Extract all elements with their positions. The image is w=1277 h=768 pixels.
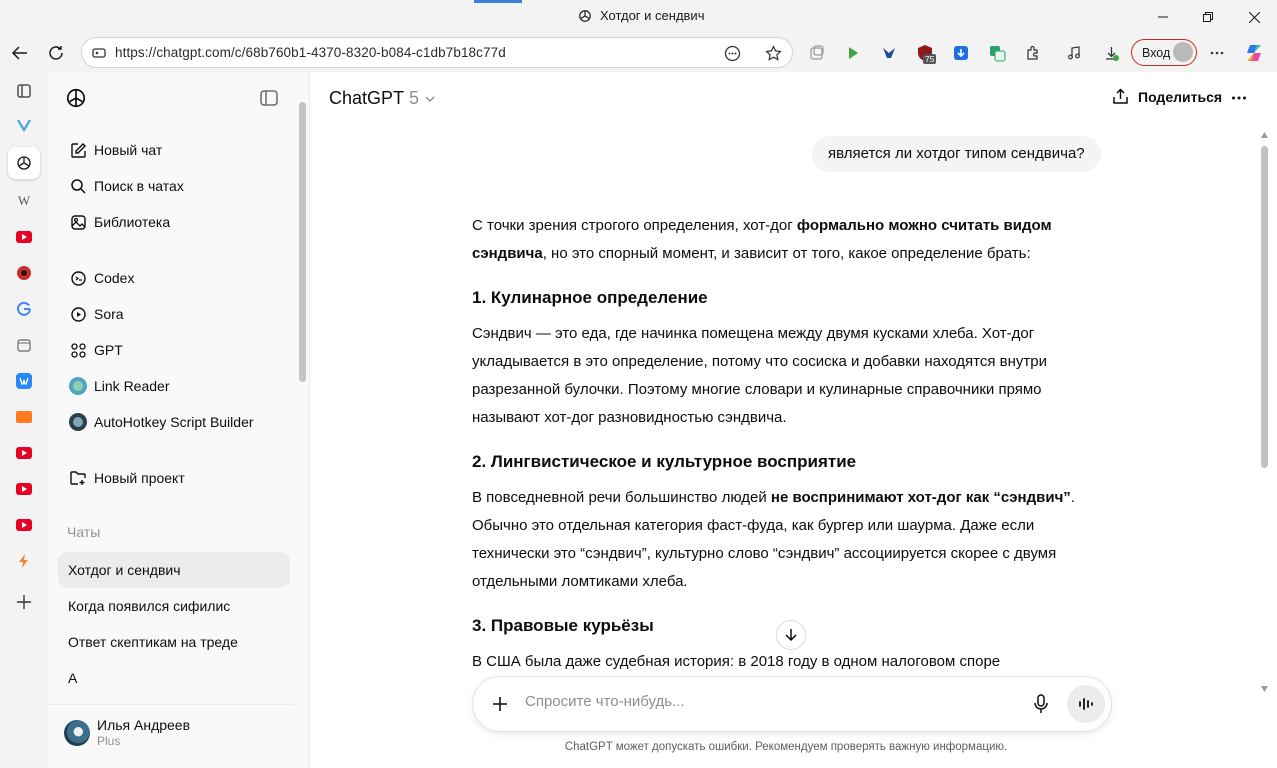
download-extension[interactable] [949, 41, 973, 65]
sidebar-item-label: Link Reader [94, 378, 170, 394]
answer-paragraph: В США была даже судебная история: в 2018 году в одном налоговом споре [472, 653, 1001, 670]
play-extension[interactable] [841, 41, 865, 65]
answer-text: , но это спорный момент, и зависит от того, какое определение брать: [542, 245, 1031, 262]
chat-sidebar [48, 72, 310, 768]
url-text[interactable]: https://chatgpt.com/c/68b760b1-4370-8320-b084-c1db7b18c77d [115, 45, 506, 60]
more-horizontal-icon [1209, 45, 1225, 61]
translate-icon [989, 45, 1006, 62]
play-green-icon [845, 45, 861, 61]
sidebar-app-link-reader[interactable] [58, 368, 290, 404]
model-version: 5 [409, 88, 420, 108]
prompt-input[interactable] [525, 693, 965, 710]
arrow-down-icon [784, 628, 798, 642]
library-icon [68, 212, 88, 232]
youtube-icon [16, 519, 32, 531]
plus-icon [16, 594, 32, 610]
puzzle-icon [1025, 45, 1041, 61]
downloads-button[interactable] [1099, 41, 1123, 65]
waveform-icon [1077, 696, 1095, 712]
more-dots-circle-icon[interactable] [724, 45, 741, 62]
heart-blue-icon [16, 117, 32, 133]
side-app-lightning[interactable] [12, 549, 36, 573]
answer-text: С точки зрения строгого определения, хот-дог [472, 217, 797, 234]
user-profile-button[interactable] [64, 716, 190, 749]
avatar [64, 720, 90, 746]
add-side-app-button[interactable] [12, 590, 36, 614]
login-label: Вход [1142, 45, 1171, 60]
model-selector[interactable] [329, 88, 436, 109]
sidebar-item-label: GPT [94, 342, 123, 358]
chatgpt-icon [16, 155, 32, 171]
minimize-button[interactable] [1140, 0, 1186, 34]
window-titlebar [0, 0, 1277, 34]
browser-toolbar [0, 34, 1277, 72]
side-app-soundcloud[interactable] [12, 405, 36, 429]
sidebar-item-label: Поиск в чатах [94, 178, 184, 194]
minimize-icon [1158, 12, 1168, 22]
answer-bold-text: формально можно считать видом сэндвича [472, 217, 1052, 262]
media-button[interactable] [1062, 41, 1086, 65]
sidebar-app-gpt[interactable] [58, 332, 290, 368]
search-icon [68, 176, 88, 196]
tab-actions-icon [16, 83, 32, 99]
answer-paragraph: Сэндвич — это еда, где начинка помещена между двумя кусками хлеба. Хот-дог укладывается в это определение, потому что сосиска и добавки находятся внутри разрезанной булочки. Поэтому многие словари и кулинарные справочники прямо называют хот-дог разновидностью сэндвича. [472, 325, 1047, 426]
bird-extension[interactable] [877, 41, 901, 65]
user-message-bubble: является ли хотдог типом сендвича? [812, 136, 1101, 172]
side-app-youtube-4[interactable] [12, 513, 36, 537]
sidebar-divider [48, 704, 295, 705]
section-heading: 2. Лингвистическое и культурное восприятие [472, 452, 857, 471]
sora-icon [68, 304, 88, 324]
codex-icon [68, 268, 88, 288]
close-icon [1249, 12, 1260, 23]
red-circle-app-icon [16, 265, 32, 281]
sidebar-app-autohotkey[interactable] [58, 404, 290, 440]
scroll-up-arrow-icon[interactable] [1261, 132, 1268, 138]
chat-item-label: Ответ скептикам на треде [68, 634, 238, 650]
more-horizontal-icon [1231, 90, 1247, 106]
profile-avatar-icon [1173, 42, 1193, 62]
section-heading: 1. Кулинарное определение [472, 288, 708, 307]
attach-button[interactable] [489, 693, 511, 715]
chat-item[interactable] [58, 588, 290, 624]
sidebar-app-codex[interactable] [58, 260, 290, 296]
answer-bold-text: не воспринимают хот-дог как “сэндвич” [770, 489, 1071, 506]
restore-button[interactable] [1185, 0, 1231, 34]
address-bar[interactable] [81, 37, 793, 68]
new-folder-icon [68, 468, 88, 488]
chat-item-label: Хотдог и сендвич [68, 562, 181, 578]
copilot-button[interactable] [1242, 41, 1266, 65]
sidebar-new-chat[interactable] [58, 132, 290, 168]
side-app-chatgpt[interactable] [8, 147, 40, 179]
user-name: Илья Андреев [97, 717, 191, 733]
sidebar-new-project[interactable] [58, 460, 290, 496]
side-app-calendar[interactable] [12, 333, 36, 357]
conversation-options-button[interactable] [1231, 90, 1247, 106]
chat-item-active[interactable] [58, 552, 290, 588]
answer-text: . Обычно это отдельная категория фаст-фуда, как бургер или шаурма. Даже если технически это “сэндвич”, культурно слово “сэндвич” ассоциируется скорее с двумя отдельными ломтиками хлеба. [472, 489, 1075, 590]
sidebar-scrollbar[interactable] [299, 102, 306, 382]
favorite-star-icon[interactable] [765, 45, 782, 62]
share-icon [1112, 88, 1129, 105]
extensions-button[interactable] [1021, 41, 1045, 65]
share-button[interactable] [1112, 88, 1222, 105]
close-window-button[interactable] [1231, 0, 1277, 34]
side-app-youtube-2[interactable] [12, 441, 36, 465]
shield-extension[interactable] [913, 41, 937, 65]
sidebar-item-label: Библиотека [94, 214, 171, 230]
model-name: ChatGPT [329, 88, 405, 108]
chat-item[interactable] [58, 624, 290, 660]
back-button[interactable] [5, 38, 35, 68]
translate-extension[interactable] [985, 41, 1009, 65]
section-heading: 3. Правовые курьёзы [472, 616, 654, 635]
window-title-group [578, 8, 704, 23]
scroll-down-arrow-icon[interactable] [1261, 686, 1268, 692]
side-app-vk[interactable] [12, 369, 36, 393]
calendar-icon [16, 337, 32, 353]
chatgpt-favicon-icon [578, 9, 592, 23]
scroll-to-bottom-button[interactable] [776, 620, 806, 650]
reload-button[interactable] [41, 38, 71, 68]
arrow-left-icon [11, 44, 29, 62]
window-title: Хотдог и сендвич [600, 8, 705, 23]
browser-side-panel [0, 72, 48, 768]
tab-actions-button[interactable] [12, 79, 36, 103]
answer-text: В повседневной речи большинство людей [472, 489, 771, 506]
sidebar-item-label: Новый проект [94, 470, 185, 486]
plus-icon [489, 693, 511, 715]
site-info-icon[interactable] [92, 46, 106, 60]
chevron-down-icon [424, 93, 436, 105]
collections-extension[interactable] [805, 41, 829, 65]
wikipedia-icon: W [17, 193, 31, 208]
sidebar-library[interactable] [58, 204, 290, 240]
page-content [48, 72, 1277, 768]
user-plan: Plus [97, 734, 121, 748]
login-button[interactable] [1131, 39, 1197, 66]
collections-icon [809, 45, 825, 61]
sidebar-item-label: Sora [94, 306, 124, 322]
chat-item-label: Когда появился сифилис [68, 598, 231, 614]
bird-icon [881, 45, 897, 61]
gpts-icon [68, 340, 88, 360]
disclaimer-text: ChatGPT может допускать ошибки. Рекомендуем проверять важную информацию. [564, 741, 1008, 753]
sidebar-toggle-icon [260, 89, 278, 107]
download-blue-icon [953, 45, 969, 61]
chat-main [311, 72, 1277, 768]
extension-badge-count: 75 [925, 54, 935, 64]
browser-menu-button[interactable] [1205, 41, 1229, 65]
reload-icon [47, 44, 65, 62]
openai-logo-button[interactable] [65, 87, 87, 109]
openai-logo-icon [65, 87, 87, 109]
voice-mode-button[interactable] [1067, 685, 1105, 723]
link-reader-icon [68, 376, 88, 396]
autohotkey-icon [68, 412, 88, 432]
google-icon [16, 301, 32, 317]
youtube-icon [16, 231, 32, 243]
copilot-icon [1244, 43, 1264, 63]
side-app-wikipedia[interactable] [12, 189, 36, 213]
chats-section-title: Чаты [67, 524, 101, 540]
side-app-red-circle[interactable] [12, 261, 36, 285]
dictate-button[interactable] [1031, 693, 1051, 715]
answer-intro [472, 212, 1108, 268]
close-sidebar-button[interactable] [260, 89, 278, 107]
share-label: Поделиться [1138, 88, 1223, 105]
edit-icon [68, 140, 88, 160]
music-note-icon [1066, 45, 1082, 61]
chat-item[interactable] [58, 660, 290, 696]
sidebar-item-label: AutoHotkey Script Builder [94, 414, 254, 430]
vk-icon [16, 373, 32, 389]
composer[interactable] [472, 676, 1112, 732]
chat-item-label: А [68, 670, 78, 686]
lightning-icon [16, 553, 32, 569]
side-app-vk-heart[interactable] [12, 113, 36, 137]
soundcloud-icon [16, 411, 32, 423]
side-app-google[interactable] [12, 297, 36, 321]
restore-icon [1203, 12, 1213, 22]
answer-paragraph [472, 484, 1108, 596]
side-app-youtube-1[interactable] [12, 225, 36, 249]
sidebar-search-chats[interactable] [58, 168, 290, 204]
active-tab-indicator [474, 0, 522, 3]
download-icon [1103, 45, 1120, 62]
side-app-youtube-3[interactable] [12, 477, 36, 501]
youtube-icon [16, 447, 32, 459]
sidebar-item-label: Новый чат [94, 142, 163, 158]
sidebar-item-label: Codex [94, 270, 135, 286]
sidebar-app-sora[interactable] [58, 296, 290, 332]
microphone-icon [1031, 693, 1051, 715]
chat-scrollbar[interactable] [1261, 146, 1268, 468]
youtube-icon [16, 483, 32, 495]
